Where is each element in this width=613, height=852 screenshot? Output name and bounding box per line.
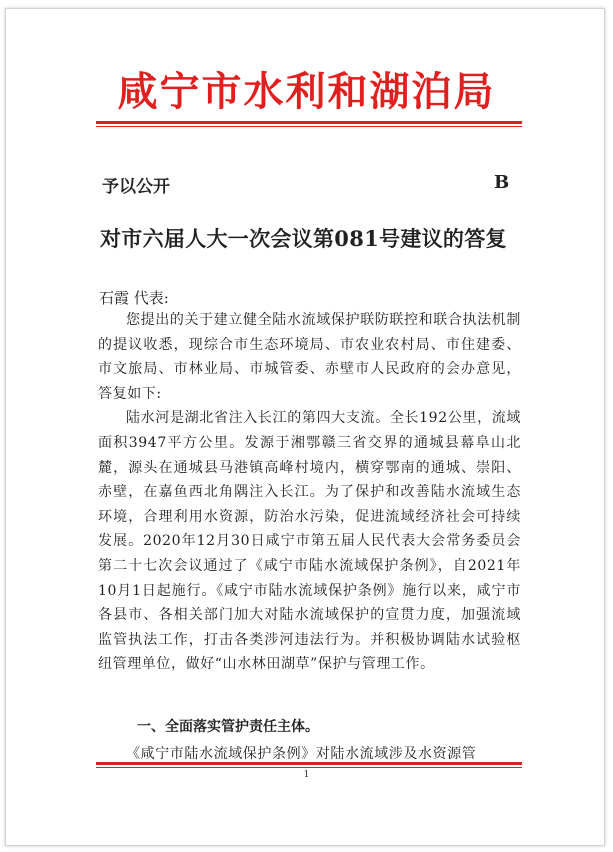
paragraph-intro: 您提出的关于建立健全陆水流域保护联防联控和联合执法机制的提议收悉，现综合市生态环境局、市农业农村局、市住建委、市文旅局、市林业局、市城管委、赤壁市人民政府的会办意见，答复如下: xyxy=(98,312,521,402)
footer-rule-thick xyxy=(96,762,522,765)
masthead-rule-thin xyxy=(96,126,522,127)
masthead-rule-thick xyxy=(96,121,522,124)
masthead-title: 咸宁市水利和湖泊局 xyxy=(117,68,496,115)
publicity-label: 予以公开 xyxy=(102,177,170,197)
salutation-suffix: 代表: xyxy=(129,289,169,307)
paragraph-background: 陆水河是湖北省注入长江的第四大支流。全长192公里，流域面积3947平方公里。发源于湘鄂赣三省交界的通城县幕阜山北麓，源头在通城县马港镇高峰村境内，横穿鄂南的通城、崇阳、赤壁，在嘉鱼西北角隅注入长江。为了保护和改善陆水流域生态环境，合理利用水资源，防治水污染，促进流域经济社会可持续发展。2020年12月30日咸宁市第五届人民代表大会常务委员会第二十七次会议通过了《咸宁市陆水流域保护条例》，自2021年10月1日起施行。《咸宁市陆水流域保护条例》施行以来，咸宁市各县市、各相关部门加大对陆水流域保护的宣贯力度，加强流域监管执法工作，打击各类涉河违法行为。并积极协调陆水试验枢纽管理单位，做好“山水林田湖草”保护与管理工作。 xyxy=(98,410,521,673)
salutation xyxy=(99,287,169,308)
section-heading: 一、全面落实管护责任主体。 xyxy=(137,719,319,735)
body-text xyxy=(98,308,521,677)
page-number: 1 xyxy=(303,770,310,780)
document-title: 对市六届人大一次会议第081号建议的答复 xyxy=(100,226,507,251)
footer-rule-thin xyxy=(96,767,522,768)
grade-label: B xyxy=(494,172,510,193)
partial-line: 《咸宁市陆水流域保护条例》对陆水流域涉及水资源管 xyxy=(126,746,477,762)
representative-name: 石霞 xyxy=(99,289,130,307)
